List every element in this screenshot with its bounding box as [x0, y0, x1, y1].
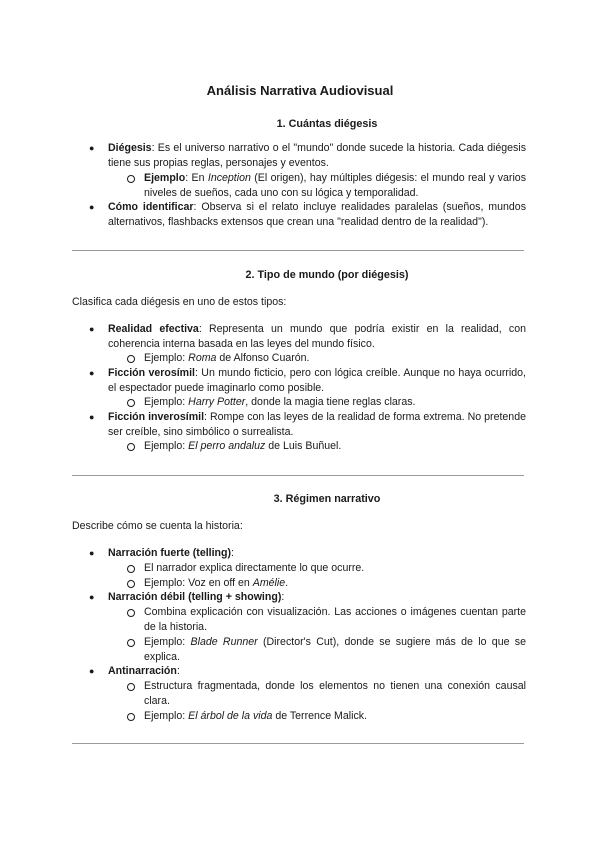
list-item-debil-combina: Combina explicación con visualización. Las acciones o imágenes cuentan parte de la historia.	[144, 606, 526, 633]
item-text: , donde la magia tiene reglas claras.	[245, 396, 416, 408]
horizontal-divider	[72, 475, 524, 476]
list-item-diegesis	[108, 141, 526, 170]
circle-bullet-icon	[127, 580, 135, 588]
bullet-icon: ●	[89, 592, 95, 602]
circle-bullet-icon	[127, 443, 135, 451]
item-text: (El origen), hay múltiples diégesis: el mundo real y varios niveles de sueños, cada uno con su lógica y temporalidad.	[144, 172, 526, 199]
list-item-ejemplo-blade-runner	[144, 635, 526, 664]
circle-bullet-icon	[127, 565, 135, 573]
film-title: Inception	[207, 172, 251, 184]
film-title: El perro andaluz	[188, 440, 266, 452]
term: Narración fuerte (telling)	[108, 547, 232, 559]
list-item-narracion-debil	[108, 590, 526, 605]
item-text: : En	[185, 172, 208, 184]
list-item-ficcion-inverosimil	[108, 410, 526, 439]
circle-bullet-icon	[127, 175, 135, 183]
section-3-heading: 3. Régimen narrativo	[273, 493, 381, 505]
term: Diégesis	[108, 142, 152, 154]
item-text: Ejemplo:	[144, 396, 189, 408]
item-text: Ejemplo: Voz en off en	[144, 577, 253, 589]
list-item-identificar	[108, 200, 526, 229]
section-1-heading: 1. Cuántas diégesis	[276, 118, 378, 130]
circle-bullet-icon	[127, 639, 135, 647]
bullet-icon: ●	[89, 368, 95, 378]
item-text: :	[176, 665, 180, 677]
section-2-intro: Clasifica cada diégesis en uno de estos tipos:	[72, 296, 287, 308]
circle-bullet-icon	[127, 399, 135, 407]
term: Ejemplo	[144, 172, 186, 184]
item-text: de Luis Buñuel.	[265, 440, 342, 452]
item-text: : Representa un mundo que podría existir en la realidad, con coherencia interna basada en las leyes del mundo físico.	[108, 323, 526, 350]
list-item-ejemplo-harry-potter	[144, 395, 526, 410]
item-text: : Es el universo narrativo o el "mundo" donde sucede la historia. Cada diégesis tiene sus propias reglas, personajes y eventos.	[108, 142, 526, 169]
bullet-icon: ●	[89, 324, 95, 334]
section-3-intro: Describe cómo se cuenta la historia:	[72, 520, 243, 532]
item-text: :	[281, 591, 285, 603]
item-text: : Observa si el relato incluye realidades paralelas (sueños, mundos alternativos, flashbacks extensos que crean una "realidad dentro de la realidad").	[108, 201, 526, 228]
bullet-icon: ●	[89, 202, 95, 212]
list-item-ejemplo-arbol-vida	[144, 709, 526, 724]
list-item-ficcion-verosimil	[108, 366, 526, 395]
item-text: .	[285, 577, 289, 589]
term: Cómo identificar	[108, 201, 194, 213]
item-text: : Un mundo ficticio, pero con lógica creíble. Aunque no haya ocurrido, el espectador puede imaginarlo como posible.	[108, 367, 526, 394]
item-text: :	[231, 547, 234, 559]
item-text: : Rompe con las leyes de la realidad de forma extrema. No pretende ser creíble, sino simbólico o surrealista.	[108, 411, 526, 438]
film-title: Roma	[188, 352, 217, 364]
item-text: Ejemplo:	[144, 352, 189, 364]
item-text: Ejemplo:	[144, 440, 189, 452]
horizontal-divider	[72, 743, 524, 744]
page-title: Análisis Narrativa Audiovisual	[206, 83, 394, 98]
bullet-icon: ●	[89, 143, 95, 153]
item-text: de Alfonso Cuarón.	[216, 352, 310, 364]
list-item-ejemplo-inception	[144, 171, 526, 200]
item-text: (Director's Cut), donde se sugiere más de lo que se explica.	[144, 636, 526, 663]
term: Ficción verosímil	[108, 367, 195, 379]
list-item-fuerte-explica: El narrador explica directamente lo que ocurre.	[144, 562, 365, 574]
list-item-ejemplo-perro-andaluz	[144, 439, 526, 454]
item-text: de Terrence Malick.	[272, 710, 367, 722]
bullet-icon: ●	[89, 666, 95, 676]
bullet-icon: ●	[89, 548, 95, 558]
section-2-heading: 2. Tipo de mundo (por diégesis)	[245, 269, 409, 281]
list-item-realidad-efectiva	[108, 322, 526, 351]
film-title: El árbol de la vida	[188, 710, 273, 722]
film-title: Harry Potter	[188, 396, 246, 408]
circle-bullet-icon	[127, 683, 135, 691]
term: Ficción inverosímil	[108, 411, 205, 423]
list-item-antinarracion	[108, 664, 526, 679]
circle-bullet-icon	[127, 609, 135, 617]
film-title: Blade Runner	[190, 636, 258, 648]
film-title: Amélie	[252, 577, 286, 589]
term: Antinarración	[108, 665, 177, 677]
term: Narración débil (telling + showing)	[108, 591, 282, 603]
bullet-icon: ●	[89, 412, 95, 422]
list-item-ejemplo-roma	[144, 351, 526, 366]
circle-bullet-icon	[127, 355, 135, 363]
item-text: Ejemplo:	[144, 636, 191, 648]
list-item-anti-estructura: Estructura fragmentada, donde los elementos no tienen una conexión causal clara.	[144, 680, 526, 707]
horizontal-divider	[72, 250, 524, 251]
term: Realidad efectiva	[108, 323, 199, 335]
circle-bullet-icon	[127, 713, 135, 721]
item-text: Ejemplo:	[144, 710, 189, 722]
list-item-ejemplo-amelie	[144, 576, 526, 591]
list-item-narracion-fuerte	[108, 546, 526, 561]
